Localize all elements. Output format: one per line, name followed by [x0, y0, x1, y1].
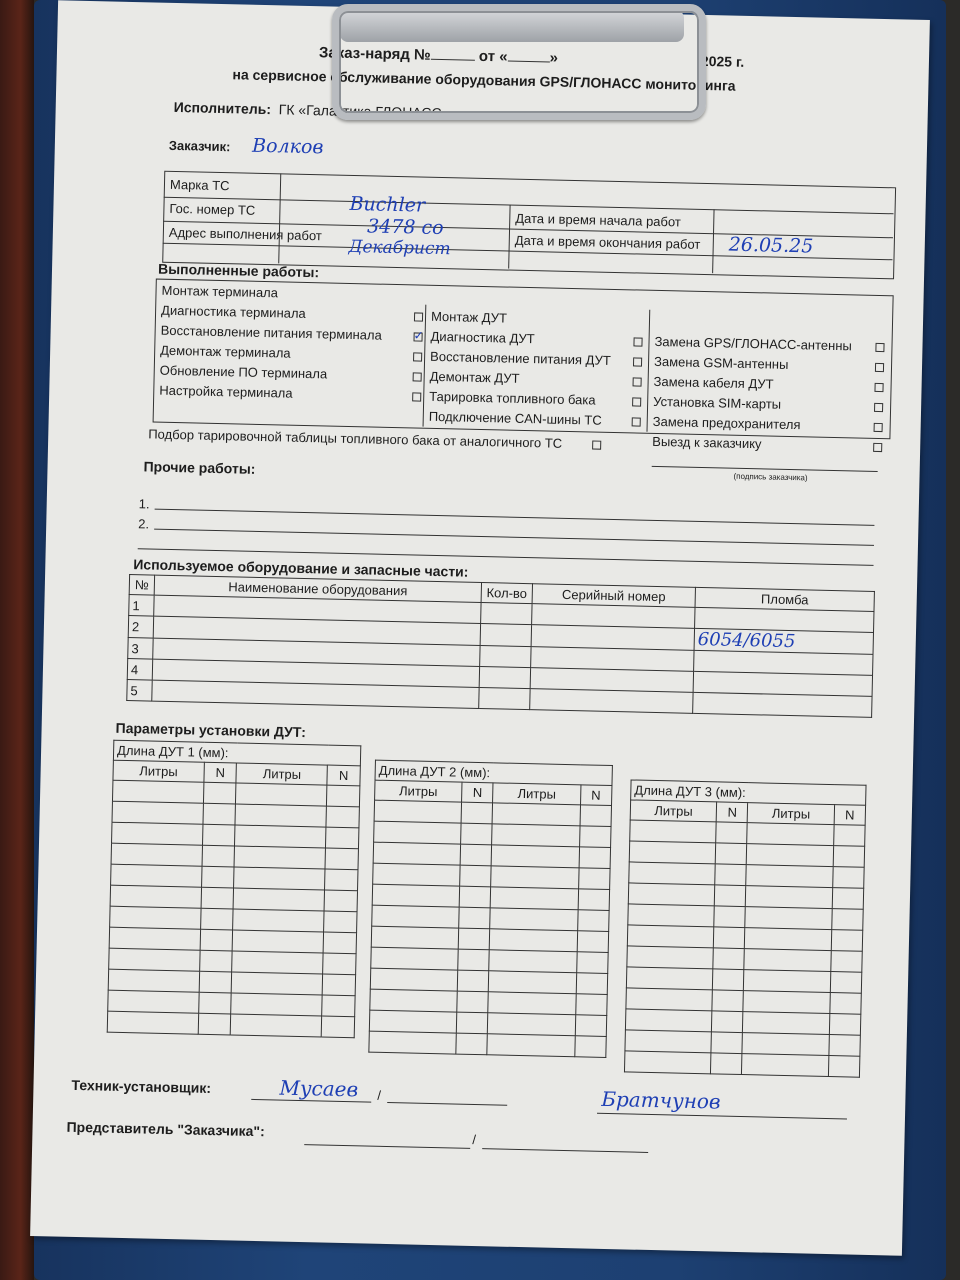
customer-row: Заказчик: Волков — [168, 134, 324, 159]
col-header: № — [129, 575, 154, 596]
checkbox[interactable] — [592, 441, 601, 450]
col-header: Литры — [113, 760, 204, 782]
checkbox[interactable] — [632, 417, 641, 426]
equipment-table — [126, 574, 875, 718]
work-item[interactable]: Диагностика терминала — [161, 301, 423, 327]
tech-signature: Мусаев — [279, 1075, 359, 1102]
work-item[interactable]: Подключение CAN-шины ТС — [429, 407, 641, 432]
binder-clip — [332, 4, 706, 120]
seal-cell: 6054/6055 — [694, 628, 873, 654]
checkbox[interactable] — [874, 403, 883, 412]
second-signature: Братчунов — [601, 1086, 721, 1114]
col-header: Серийный номер — [532, 584, 695, 608]
executor-row: Исполнитель: ГК «Галактика ГЛОНАСС» — [173, 98, 450, 122]
start-label: Дата и время начала работ — [515, 210, 682, 230]
checkbox[interactable] — [875, 343, 884, 352]
checkbox[interactable] — [874, 383, 883, 392]
work-item[interactable]: Восстановление питания ДУТ — [430, 347, 642, 372]
other-works-title: Прочие работы: — [143, 458, 256, 477]
checkbox[interactable] — [414, 312, 423, 321]
dut-table-1 — [107, 740, 362, 1039]
end-date-handwritten: 26.05.25 — [728, 233, 814, 258]
slash: / — [377, 1087, 382, 1103]
checkbox[interactable] — [413, 352, 422, 361]
work-order-form — [30, 0, 930, 1255]
checkbox[interactable] — [413, 372, 422, 381]
row-number: 3 — [128, 638, 153, 660]
dut-table-title: Длина ДУТ 1 (мм): — [113, 740, 360, 766]
checkbox[interactable] — [874, 423, 883, 432]
dut-table-title: Длина ДУТ 2 (мм): — [375, 760, 612, 785]
checkbox[interactable] — [873, 443, 882, 452]
work-item[interactable]: Демонтаж ДУТ — [429, 367, 641, 392]
signature-caption: (подпись заказчика) — [733, 471, 808, 483]
row-number: 4 — [127, 659, 152, 681]
work-item[interactable]: Замена GPS/ГЛОНАСС-антенны — [654, 332, 884, 357]
plate-label: Гос. номер ТС — [169, 200, 256, 218]
col-header: Литры — [236, 763, 327, 785]
col-header: Литры — [630, 800, 717, 822]
form-year: 2025 г. — [700, 52, 745, 70]
checkbox[interactable] — [633, 377, 642, 386]
dut-table-title: Длина ДУТ 3 (мм): — [631, 780, 866, 805]
form-title: Заказ-наряд № от « » — [318, 44, 559, 67]
col-header: Литры — [748, 803, 835, 825]
work-item[interactable]: Обновление ПО терминала — [160, 361, 422, 387]
col-header: N — [462, 782, 494, 803]
col-header: Пломба — [695, 587, 874, 611]
col-header: Литры — [493, 783, 580, 805]
col-header: N — [716, 802, 748, 823]
address-handwritten: Декабрист — [348, 236, 451, 260]
other-item-1: 1. — [138, 496, 150, 512]
col-header: N — [834, 805, 866, 826]
brand-label: Марка ТС — [169, 176, 230, 194]
works-title: Выполненные работы: — [157, 260, 320, 281]
dut-table-2 — [368, 760, 613, 1058]
work-item[interactable]: Выезд к заказчику — [652, 432, 882, 457]
checkbox[interactable] — [633, 357, 642, 366]
col-header: Наименование оборудования — [154, 575, 481, 602]
col-header: N — [204, 762, 237, 783]
slash: / — [472, 1131, 477, 1148]
work-item[interactable]: Диагностика ДУТ — [430, 327, 642, 352]
checkbox[interactable] — [412, 392, 421, 401]
work-item[interactable]: Тарировка топливного бака — [429, 387, 641, 412]
background-surface — [0, 0, 34, 1280]
work-item[interactable]: Установка SIM-карты — [653, 392, 883, 417]
form-subtitle: на сервисное обслуживание оборудования GPS/ГЛОНАСС мониторинга — [232, 66, 736, 94]
work-item[interactable]: Замена кабеля ДУТ — [653, 372, 883, 397]
dut-table-3 — [624, 779, 867, 1077]
checkbox[interactable] — [633, 337, 642, 346]
tarirovka-row[interactable]: Подбор тарировочной таблицы топливного бака от аналогичного ТС — [148, 426, 601, 451]
col-header: N — [580, 785, 612, 806]
plate-handwritten: 3478 со — [366, 215, 444, 240]
work-item[interactable]: Настройка терминала — [159, 381, 421, 407]
rep-label: Представитель "Заказчика": — [66, 1118, 265, 1140]
checkbox[interactable] — [632, 397, 641, 406]
work-item[interactable]: Замена предохранителя — [652, 412, 882, 437]
works-col-other — [652, 332, 884, 437]
work-item[interactable]: Монтаж терминала — [161, 282, 279, 301]
customer-handwritten: Волков — [251, 134, 324, 159]
work-item[interactable]: Восстановление питания терминала ✓ — [160, 321, 422, 347]
col-header: Кол-во — [481, 583, 532, 604]
brand-handwritten: Buchler — [349, 192, 426, 217]
row-number: 5 — [127, 680, 152, 702]
other-item-2: 2. — [138, 516, 150, 532]
work-item[interactable]: Демонтаж терминала — [160, 341, 422, 367]
works-col-terminal — [159, 281, 424, 407]
work-item[interactable]: Замена GSM-антенны — [654, 352, 884, 377]
end-label: Дата и время окончания работ — [514, 232, 701, 252]
address-label: Адрес выполнения работ — [168, 224, 322, 244]
checkbox-checked[interactable] — [413, 332, 422, 341]
row-number: 1 — [129, 595, 154, 617]
tech-label: Техник-установщик: — [71, 1076, 212, 1097]
checkbox[interactable] — [875, 363, 884, 372]
dut-title: Параметры установки ДУТ: — [115, 719, 307, 741]
row-number: 2 — [128, 616, 153, 639]
customer-signature-line — [652, 466, 878, 472]
seal-cell — [693, 692, 872, 717]
equipment-title: Используемое оборудование и запасные части: — [133, 556, 469, 580]
col-header: N — [327, 765, 360, 786]
work-item[interactable]: Монтаж ДУТ — [430, 308, 508, 326]
col-header: Литры — [375, 780, 462, 802]
works-col-dut — [429, 307, 644, 432]
